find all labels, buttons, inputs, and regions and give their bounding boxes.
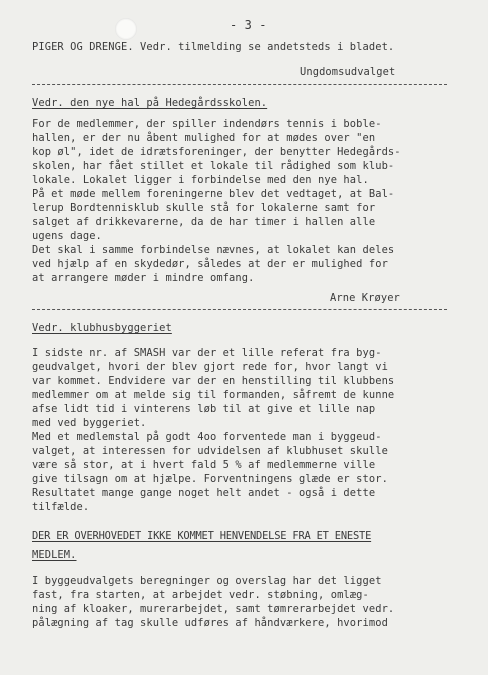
clubhouse-line: give tilsagn om at hjælpe. Forventningens glæde er stor. xyxy=(32,473,388,485)
clubhouse-line: geudvalget, hvori der blev gjort rede for, hvor langt vi xyxy=(32,361,388,373)
notice-heading-cont: MEDLEM. xyxy=(32,549,77,561)
punch-hole xyxy=(115,18,137,40)
girls-boys-notice: PIGER OG DRENGE. Vedr. tilmelding se andetsteds i bladet. xyxy=(32,41,395,53)
clubhouse-line: medlemmer om at melde sig til formanden, såfremt de kunne xyxy=(32,389,395,401)
clubhouse-line: afse lidt tid i vinterens løb til at give et lille nap xyxy=(32,403,376,415)
clubhouse-line: være så stor, at i hvert fald 5 % af medlemmerne ville xyxy=(32,459,376,471)
hall-line: skolen, har fået stillet et lokale til rådighed som klub- xyxy=(32,160,395,172)
clubhouse-line: valget, at interessen for udvidelsen af klubhuset skulle xyxy=(32,445,388,457)
notice-line: I byggeudvalgets beregninger og overslag har det ligget xyxy=(32,575,382,587)
hall-line: lokale. Lokalet ligger i forbindelse med den nye hal. xyxy=(32,174,369,186)
separator-rule xyxy=(32,84,447,85)
clubhouse-line: Resultatet mange gange noget helt andet - også i dette xyxy=(32,487,376,499)
separator-rule xyxy=(32,309,447,310)
page-number: - 3 - xyxy=(230,18,267,32)
clubhouse-line: Med et medlemstal på godt 4oo forventede man i byggeud- xyxy=(32,431,382,443)
hall-line: hallen, er der nu åbent mulighed for at mødes over "en xyxy=(32,132,376,144)
hall-line: På et møde mellem foreningerne blev det vedtaget, at Bal- xyxy=(32,188,395,200)
hall-line: Det skal i samme forbindelse nævnes, at lokalet kan deles xyxy=(32,244,395,256)
hall-line: lerup Bordtennisklub skulle stå for lokalerne samt for xyxy=(32,202,376,214)
section-heading-hall: Vedr. den nye hal på Hedegårdsskolen. xyxy=(32,97,268,109)
hall-line: kop øl", idet de idrætsforeninger, der benytter Hedegårds- xyxy=(32,146,401,158)
author-signature: Arne Krøyer xyxy=(330,292,400,304)
hall-line: ved hjælp af en skydedør, således at der er mulighed for xyxy=(32,258,388,270)
notice-line: pålægning af tag skulle udføres af håndværkere, hvorimod xyxy=(32,617,388,629)
notice-line: ning af kloaker, murerarbejdet, samt tømrerarbejdet vedr. xyxy=(32,603,395,615)
hall-line: ugens dage. xyxy=(32,230,102,242)
clubhouse-line: med ved byggeriet. xyxy=(32,417,147,429)
notice-line: fast, fra starten, at arbejdet vedr. støbning, omlæg- xyxy=(32,589,369,601)
youth-committee-signature: Ungdomsudvalget xyxy=(300,66,396,78)
hall-line: For de medlemmer, der spiller indendørs tennis i boble- xyxy=(32,118,382,130)
hall-line: salget af drikkevarerne, da de har timer i hallen alle xyxy=(32,216,376,228)
notice-heading: DER ER OVERHOVEDET IKKE KOMMET HENVENDELSE FRA ET ENESTE xyxy=(32,530,372,542)
section-heading-clubhouse: Vedr. klubhusbyggeriet xyxy=(32,322,172,334)
hall-line: at arrangere møder i mindre omfang. xyxy=(32,272,255,284)
clubhouse-line: I sidste nr. af SMASH var der et lille referat fra byg- xyxy=(32,347,382,359)
clubhouse-line: var kommet. Endvidere var der en henstilling til klubbens xyxy=(32,375,395,387)
clubhouse-line: tilfælde. xyxy=(32,501,90,513)
